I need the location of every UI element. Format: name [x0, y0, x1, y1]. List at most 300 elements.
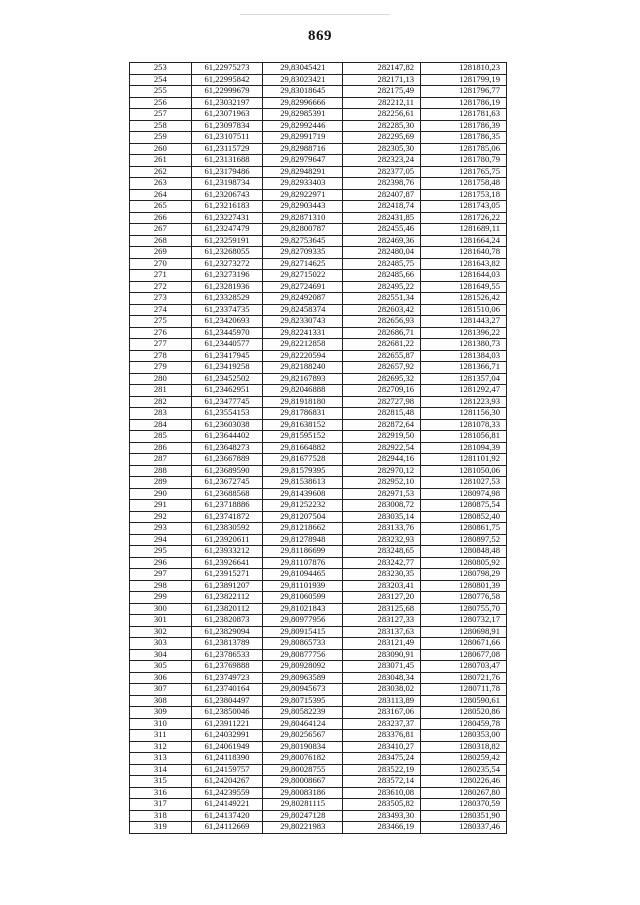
- latitude-cell: 61,23206743: [191, 189, 263, 201]
- latitude-cell: 61,23328529: [191, 293, 263, 305]
- x-coordinate-cell: 282727,98: [343, 396, 421, 408]
- longitude-cell: 29,82188240: [263, 362, 343, 374]
- y-coordinate-cell: 1280801,39: [421, 580, 507, 592]
- x-coordinate-cell: 282175,49: [343, 86, 421, 98]
- longitude-cell: 29,80977956: [263, 615, 343, 627]
- table-row: [130, 224, 507, 236]
- x-coordinate-cell: 282431,85: [343, 212, 421, 224]
- table-row: [130, 569, 507, 581]
- table-row: [130, 580, 507, 592]
- longitude-cell: 29,82996666: [263, 97, 343, 109]
- latitude-cell: 61,24239559: [191, 787, 263, 799]
- longitude-cell: 29,80865733: [263, 638, 343, 650]
- latitude-cell: 61,23273196: [191, 270, 263, 282]
- x-coordinate-cell: 282695,32: [343, 373, 421, 385]
- latitude-cell: 61,23911221: [191, 718, 263, 730]
- point-number-cell: 278: [130, 350, 192, 362]
- table-row: [130, 120, 507, 132]
- longitude-cell: 29,80928092: [263, 661, 343, 673]
- table-row: [130, 327, 507, 339]
- longitude-cell: 29,80915415: [263, 626, 343, 638]
- y-coordinate-cell: 1281027,53: [421, 477, 507, 489]
- x-coordinate-cell: 282603,42: [343, 304, 421, 316]
- x-coordinate-cell: 283008,72: [343, 500, 421, 512]
- latitude-cell: 61,23689590: [191, 465, 263, 477]
- y-coordinate-cell: 1281292,47: [421, 385, 507, 397]
- longitude-cell: 29,80247128: [263, 810, 343, 822]
- table-row: [130, 822, 507, 834]
- point-number-cell: 308: [130, 695, 192, 707]
- latitude-cell: 61,24112669: [191, 822, 263, 834]
- longitude-cell: 29,81278948: [263, 534, 343, 546]
- latitude-cell: 61,23688568: [191, 488, 263, 500]
- longitude-cell: 29,82992446: [263, 120, 343, 132]
- longitude-cell: 29,81439608: [263, 488, 343, 500]
- latitude-cell: 61,23554153: [191, 408, 263, 420]
- x-coordinate-cell: 283610,08: [343, 787, 421, 799]
- y-coordinate-cell: 1280351,90: [421, 810, 507, 822]
- longitude-cell: 29,81218662: [263, 523, 343, 535]
- y-coordinate-cell: 1280721,76: [421, 672, 507, 684]
- latitude-cell: 61,23786533: [191, 649, 263, 661]
- y-coordinate-cell: 1280677,08: [421, 649, 507, 661]
- point-number-cell: 314: [130, 764, 192, 776]
- point-number-cell: 286: [130, 442, 192, 454]
- y-coordinate-cell: 1280974,98: [421, 488, 507, 500]
- longitude-cell: 29,81101939: [263, 580, 343, 592]
- x-coordinate-cell: 283237,37: [343, 718, 421, 730]
- point-number-cell: 287: [130, 454, 192, 466]
- point-number-cell: 306: [130, 672, 192, 684]
- table-row: [130, 74, 507, 86]
- latitude-cell: 61,23071963: [191, 109, 263, 121]
- y-coordinate-cell: 1281799,19: [421, 74, 507, 86]
- table-row: [130, 465, 507, 477]
- table-row: [130, 661, 507, 673]
- latitude-cell: 61,23131688: [191, 155, 263, 167]
- longitude-cell: 29,82922971: [263, 189, 343, 201]
- latitude-cell: 61,23216183: [191, 201, 263, 213]
- x-coordinate-cell: 282485,75: [343, 258, 421, 270]
- x-coordinate-cell: 282970,12: [343, 465, 421, 477]
- y-coordinate-cell: 1280235,54: [421, 764, 507, 776]
- latitude-cell: 61,23830592: [191, 523, 263, 535]
- coordinates-table: [129, 62, 507, 834]
- x-coordinate-cell: 282485,66: [343, 270, 421, 282]
- longitude-cell: 29,82458374: [263, 304, 343, 316]
- page-number: 869: [308, 28, 332, 44]
- point-number-cell: 275: [130, 316, 192, 328]
- y-coordinate-cell: 1281726,22: [421, 212, 507, 224]
- table-row: [130, 787, 507, 799]
- table-row: [130, 408, 507, 420]
- y-coordinate-cell: 1281810,23: [421, 63, 507, 75]
- longitude-cell: 29,82988716: [263, 143, 343, 155]
- x-coordinate-cell: 282872,64: [343, 419, 421, 431]
- y-coordinate-cell: 1280259,42: [421, 753, 507, 765]
- x-coordinate-cell: 282919,50: [343, 431, 421, 443]
- point-number-cell: 302: [130, 626, 192, 638]
- y-coordinate-cell: 1280459,78: [421, 718, 507, 730]
- longitude-cell: 29,80076182: [263, 753, 343, 765]
- longitude-cell: 29,80008667: [263, 776, 343, 788]
- point-number-cell: 300: [130, 603, 192, 615]
- latitude-cell: 61,23915271: [191, 569, 263, 581]
- table-row: [130, 488, 507, 500]
- x-coordinate-cell: 283230,35: [343, 569, 421, 581]
- x-coordinate-cell: 283048,34: [343, 672, 421, 684]
- x-coordinate-cell: 282147,82: [343, 63, 421, 75]
- longitude-cell: 29,81186699: [263, 546, 343, 558]
- latitude-cell: 61,23891207: [191, 580, 263, 592]
- table-row: [130, 534, 507, 546]
- longitude-cell: 29,81664882: [263, 442, 343, 454]
- x-coordinate-cell: 283127,33: [343, 615, 421, 627]
- point-number-cell: 264: [130, 189, 192, 201]
- latitude-cell: 61,23462951: [191, 385, 263, 397]
- y-coordinate-cell: 1281156,30: [421, 408, 507, 420]
- x-coordinate-cell: 282686,71: [343, 327, 421, 339]
- table-row: [130, 603, 507, 615]
- point-number-cell: 274: [130, 304, 192, 316]
- table-row: [130, 189, 507, 201]
- table-row: [130, 212, 507, 224]
- point-number-cell: 268: [130, 235, 192, 247]
- table-row: [130, 385, 507, 397]
- longitude-cell: 29,82330743: [263, 316, 343, 328]
- point-number-cell: 272: [130, 281, 192, 293]
- latitude-cell: 61,23850046: [191, 707, 263, 719]
- latitude-cell: 61,23115729: [191, 143, 263, 155]
- point-number-cell: 318: [130, 810, 192, 822]
- x-coordinate-cell: 282323,24: [343, 155, 421, 167]
- table-row: [130, 764, 507, 776]
- longitude-cell: 29,82046888: [263, 385, 343, 397]
- latitude-cell: 61,23198734: [191, 178, 263, 190]
- table-row: [130, 454, 507, 466]
- x-coordinate-cell: 282407,87: [343, 189, 421, 201]
- latitude-cell: 61,24149221: [191, 799, 263, 811]
- y-coordinate-cell: 1280353,00: [421, 730, 507, 742]
- x-coordinate-cell: 282418,74: [343, 201, 421, 213]
- latitude-cell: 61,24204267: [191, 776, 263, 788]
- y-coordinate-cell: 1280732,17: [421, 615, 507, 627]
- table-row: [130, 132, 507, 144]
- x-coordinate-cell: 283248,65: [343, 546, 421, 558]
- y-coordinate-cell: 1280711,78: [421, 684, 507, 696]
- longitude-cell: 29,81677528: [263, 454, 343, 466]
- point-number-cell: 317: [130, 799, 192, 811]
- point-number-cell: 282: [130, 396, 192, 408]
- latitude-cell: 61,23933212: [191, 546, 263, 558]
- latitude-cell: 61,23268055: [191, 247, 263, 259]
- y-coordinate-cell: 1281101,92: [421, 454, 507, 466]
- y-coordinate-cell: 1281786,19: [421, 97, 507, 109]
- table-row: [130, 523, 507, 535]
- latitude-cell: 61,22975273: [191, 63, 263, 75]
- longitude-cell: 29,82871310: [263, 212, 343, 224]
- point-number-cell: 291: [130, 500, 192, 512]
- longitude-cell: 29,81252232: [263, 500, 343, 512]
- table-row: [130, 396, 507, 408]
- y-coordinate-cell: 1280337,46: [421, 822, 507, 834]
- latitude-cell: 61,23920611: [191, 534, 263, 546]
- latitude-cell: 61,23672745: [191, 477, 263, 489]
- latitude-cell: 61,23097834: [191, 120, 263, 132]
- table-row: [130, 316, 507, 328]
- table-row: [130, 718, 507, 730]
- point-number-cell: 263: [130, 178, 192, 190]
- point-number-cell: 281: [130, 385, 192, 397]
- longitude-cell: 29,82753645: [263, 235, 343, 247]
- latitude-cell: 61,23741872: [191, 511, 263, 523]
- point-number-cell: 290: [130, 488, 192, 500]
- table-row: [130, 442, 507, 454]
- y-coordinate-cell: 1281786,39: [421, 120, 507, 132]
- x-coordinate-cell: 282944,16: [343, 454, 421, 466]
- latitude-cell: 61,22995842: [191, 74, 263, 86]
- latitude-cell: 61,23374735: [191, 304, 263, 316]
- x-coordinate-cell: 283090,91: [343, 649, 421, 661]
- y-coordinate-cell: 1280875,54: [421, 500, 507, 512]
- x-coordinate-cell: 282922,54: [343, 442, 421, 454]
- table-row: [130, 557, 507, 569]
- x-coordinate-cell: 282952,10: [343, 477, 421, 489]
- table-row: [130, 109, 507, 121]
- longitude-cell: 29,82985391: [263, 109, 343, 121]
- table-row: [130, 810, 507, 822]
- latitude-cell: 61,23648273: [191, 442, 263, 454]
- longitude-cell: 29,80582239: [263, 707, 343, 719]
- y-coordinate-cell: 1281078,33: [421, 419, 507, 431]
- latitude-cell: 61,23281936: [191, 281, 263, 293]
- table-row: [130, 143, 507, 155]
- table-row: [130, 258, 507, 270]
- y-coordinate-cell: 1281094,39: [421, 442, 507, 454]
- coordinates-table-body: [130, 63, 507, 834]
- x-coordinate-cell: 282495,22: [343, 281, 421, 293]
- x-coordinate-cell: 283376,81: [343, 730, 421, 742]
- point-number-cell: 289: [130, 477, 192, 489]
- longitude-cell: 29,82903443: [263, 201, 343, 213]
- table-row: [130, 293, 507, 305]
- table-row: [130, 511, 507, 523]
- y-coordinate-cell: 1281796,77: [421, 86, 507, 98]
- longitude-cell: 29,81107876: [263, 557, 343, 569]
- table-row: [130, 86, 507, 98]
- y-coordinate-cell: 1281380,73: [421, 339, 507, 351]
- y-coordinate-cell: 1281743,05: [421, 201, 507, 213]
- table-row: [130, 649, 507, 661]
- latitude-cell: 61,23420693: [191, 316, 263, 328]
- table-row: [130, 350, 507, 362]
- point-number-cell: 253: [130, 63, 192, 75]
- point-number-cell: 288: [130, 465, 192, 477]
- y-coordinate-cell: 1280671,66: [421, 638, 507, 650]
- latitude-cell: 61,23822112: [191, 592, 263, 604]
- table-row: [130, 362, 507, 374]
- point-number-cell: 259: [130, 132, 192, 144]
- table-row: [130, 626, 507, 638]
- table-row: [130, 431, 507, 443]
- latitude-cell: 61,23829094: [191, 626, 263, 638]
- table-row: [130, 235, 507, 247]
- x-coordinate-cell: 282285,30: [343, 120, 421, 132]
- y-coordinate-cell: 1280776,58: [421, 592, 507, 604]
- x-coordinate-cell: 282656,93: [343, 316, 421, 328]
- table-row: [130, 730, 507, 742]
- x-coordinate-cell: 282377,05: [343, 166, 421, 178]
- longitude-cell: 29,82715022: [263, 270, 343, 282]
- longitude-cell: 29,82979647: [263, 155, 343, 167]
- point-number-cell: 295: [130, 546, 192, 558]
- point-number-cell: 309: [130, 707, 192, 719]
- point-number-cell: 311: [130, 730, 192, 742]
- x-coordinate-cell: 282305,30: [343, 143, 421, 155]
- y-coordinate-cell: 1281786,35: [421, 132, 507, 144]
- x-coordinate-cell: 282256,61: [343, 109, 421, 121]
- point-number-cell: 283: [130, 408, 192, 420]
- x-coordinate-cell: 283572,14: [343, 776, 421, 788]
- table-row: [130, 672, 507, 684]
- latitude-cell: 61,23247479: [191, 224, 263, 236]
- y-coordinate-cell: 1280370,59: [421, 799, 507, 811]
- point-number-cell: 261: [130, 155, 192, 167]
- longitude-cell: 29,81786831: [263, 408, 343, 420]
- table-row: [130, 615, 507, 627]
- y-coordinate-cell: 1281780,79: [421, 155, 507, 167]
- y-coordinate-cell: 1281384,03: [421, 350, 507, 362]
- point-number-cell: 299: [130, 592, 192, 604]
- x-coordinate-cell: 283133,76: [343, 523, 421, 535]
- y-coordinate-cell: 1281223,93: [421, 396, 507, 408]
- point-number-cell: 301: [130, 615, 192, 627]
- y-coordinate-cell: 1280861,75: [421, 523, 507, 535]
- x-coordinate-cell: 283038,02: [343, 684, 421, 696]
- latitude-cell: 61,24061949: [191, 741, 263, 753]
- table-row: [130, 201, 507, 213]
- latitude-cell: 61,24137420: [191, 810, 263, 822]
- x-coordinate-cell: 282657,92: [343, 362, 421, 374]
- latitude-cell: 61,23749723: [191, 672, 263, 684]
- table-row: [130, 546, 507, 558]
- longitude-cell: 29,81638152: [263, 419, 343, 431]
- point-number-cell: 298: [130, 580, 192, 592]
- point-number-cell: 260: [130, 143, 192, 155]
- x-coordinate-cell: 282455,46: [343, 224, 421, 236]
- x-coordinate-cell: 282655,87: [343, 350, 421, 362]
- table-row: [130, 799, 507, 811]
- y-coordinate-cell: 1280755,70: [421, 603, 507, 615]
- x-coordinate-cell: 283232,93: [343, 534, 421, 546]
- longitude-cell: 29,80028755: [263, 764, 343, 776]
- y-coordinate-cell: 1281649,55: [421, 281, 507, 293]
- latitude-cell: 61,23179486: [191, 166, 263, 178]
- latitude-cell: 61,23740164: [191, 684, 263, 696]
- x-coordinate-cell: 283242,77: [343, 557, 421, 569]
- y-coordinate-cell: 1280520,86: [421, 707, 507, 719]
- longitude-cell: 29,81094465: [263, 569, 343, 581]
- table-row: [130, 776, 507, 788]
- x-coordinate-cell: 283035,14: [343, 511, 421, 523]
- y-coordinate-cell: 1281443,27: [421, 316, 507, 328]
- point-number-cell: 284: [130, 419, 192, 431]
- longitude-cell: 29,82724691: [263, 281, 343, 293]
- point-number-cell: 270: [130, 258, 192, 270]
- latitude-cell: 61,23769888: [191, 661, 263, 673]
- y-coordinate-cell: 1281526,42: [421, 293, 507, 305]
- latitude-cell: 61,24118390: [191, 753, 263, 765]
- longitude-cell: 29,80221983: [263, 822, 343, 834]
- latitude-cell: 61,23603038: [191, 419, 263, 431]
- longitude-cell: 29,81918180: [263, 396, 343, 408]
- table-row: [130, 166, 507, 178]
- point-number-cell: 257: [130, 109, 192, 121]
- x-coordinate-cell: 283127,20: [343, 592, 421, 604]
- longitude-cell: 29,83018645: [263, 86, 343, 98]
- longitude-cell: 29,80715395: [263, 695, 343, 707]
- y-coordinate-cell: 1281643,82: [421, 258, 507, 270]
- point-number-cell: 269: [130, 247, 192, 259]
- table-row: [130, 500, 507, 512]
- point-number-cell: 304: [130, 649, 192, 661]
- latitude-cell: 61,23107511: [191, 132, 263, 144]
- table-row: [130, 477, 507, 489]
- x-coordinate-cell: 283125,68: [343, 603, 421, 615]
- point-number-cell: 267: [130, 224, 192, 236]
- y-coordinate-cell: 1280848,48: [421, 546, 507, 558]
- table-row: [130, 155, 507, 167]
- point-number-cell: 256: [130, 97, 192, 109]
- longitude-cell: 29,81060599: [263, 592, 343, 604]
- table-row: [130, 178, 507, 190]
- latitude-cell: 61,23813789: [191, 638, 263, 650]
- longitude-cell: 29,82933403: [263, 178, 343, 190]
- latitude-cell: 61,23644402: [191, 431, 263, 443]
- latitude-cell: 61,23419258: [191, 362, 263, 374]
- longitude-cell: 29,82714625: [263, 258, 343, 270]
- table-row: [130, 638, 507, 650]
- x-coordinate-cell: 283137,63: [343, 626, 421, 638]
- x-coordinate-cell: 282681,22: [343, 339, 421, 351]
- point-number-cell: 305: [130, 661, 192, 673]
- y-coordinate-cell: 1280226,46: [421, 776, 507, 788]
- x-coordinate-cell: 282398,76: [343, 178, 421, 190]
- latitude-cell: 61,23452502: [191, 373, 263, 385]
- point-number-cell: 307: [130, 684, 192, 696]
- x-coordinate-cell: 282709,16: [343, 385, 421, 397]
- table-row: [130, 270, 507, 282]
- x-coordinate-cell: 282815,48: [343, 408, 421, 420]
- latitude-cell: 61,23259191: [191, 235, 263, 247]
- point-number-cell: 279: [130, 362, 192, 374]
- x-coordinate-cell: 283121,49: [343, 638, 421, 650]
- x-coordinate-cell: 282212,11: [343, 97, 421, 109]
- y-coordinate-cell: 1281510,06: [421, 304, 507, 316]
- y-coordinate-cell: 1280897,52: [421, 534, 507, 546]
- point-number-cell: 315: [130, 776, 192, 788]
- y-coordinate-cell: 1281758,48: [421, 178, 507, 190]
- table-row: [130, 684, 507, 696]
- table-row: [130, 373, 507, 385]
- y-coordinate-cell: 1280267,80: [421, 787, 507, 799]
- longitude-cell: 29,81595152: [263, 431, 343, 443]
- longitude-cell: 29,82948291: [263, 166, 343, 178]
- point-number-cell: 297: [130, 569, 192, 581]
- point-number-cell: 312: [130, 741, 192, 753]
- latitude-cell: 61,23820112: [191, 603, 263, 615]
- table-row: [130, 97, 507, 109]
